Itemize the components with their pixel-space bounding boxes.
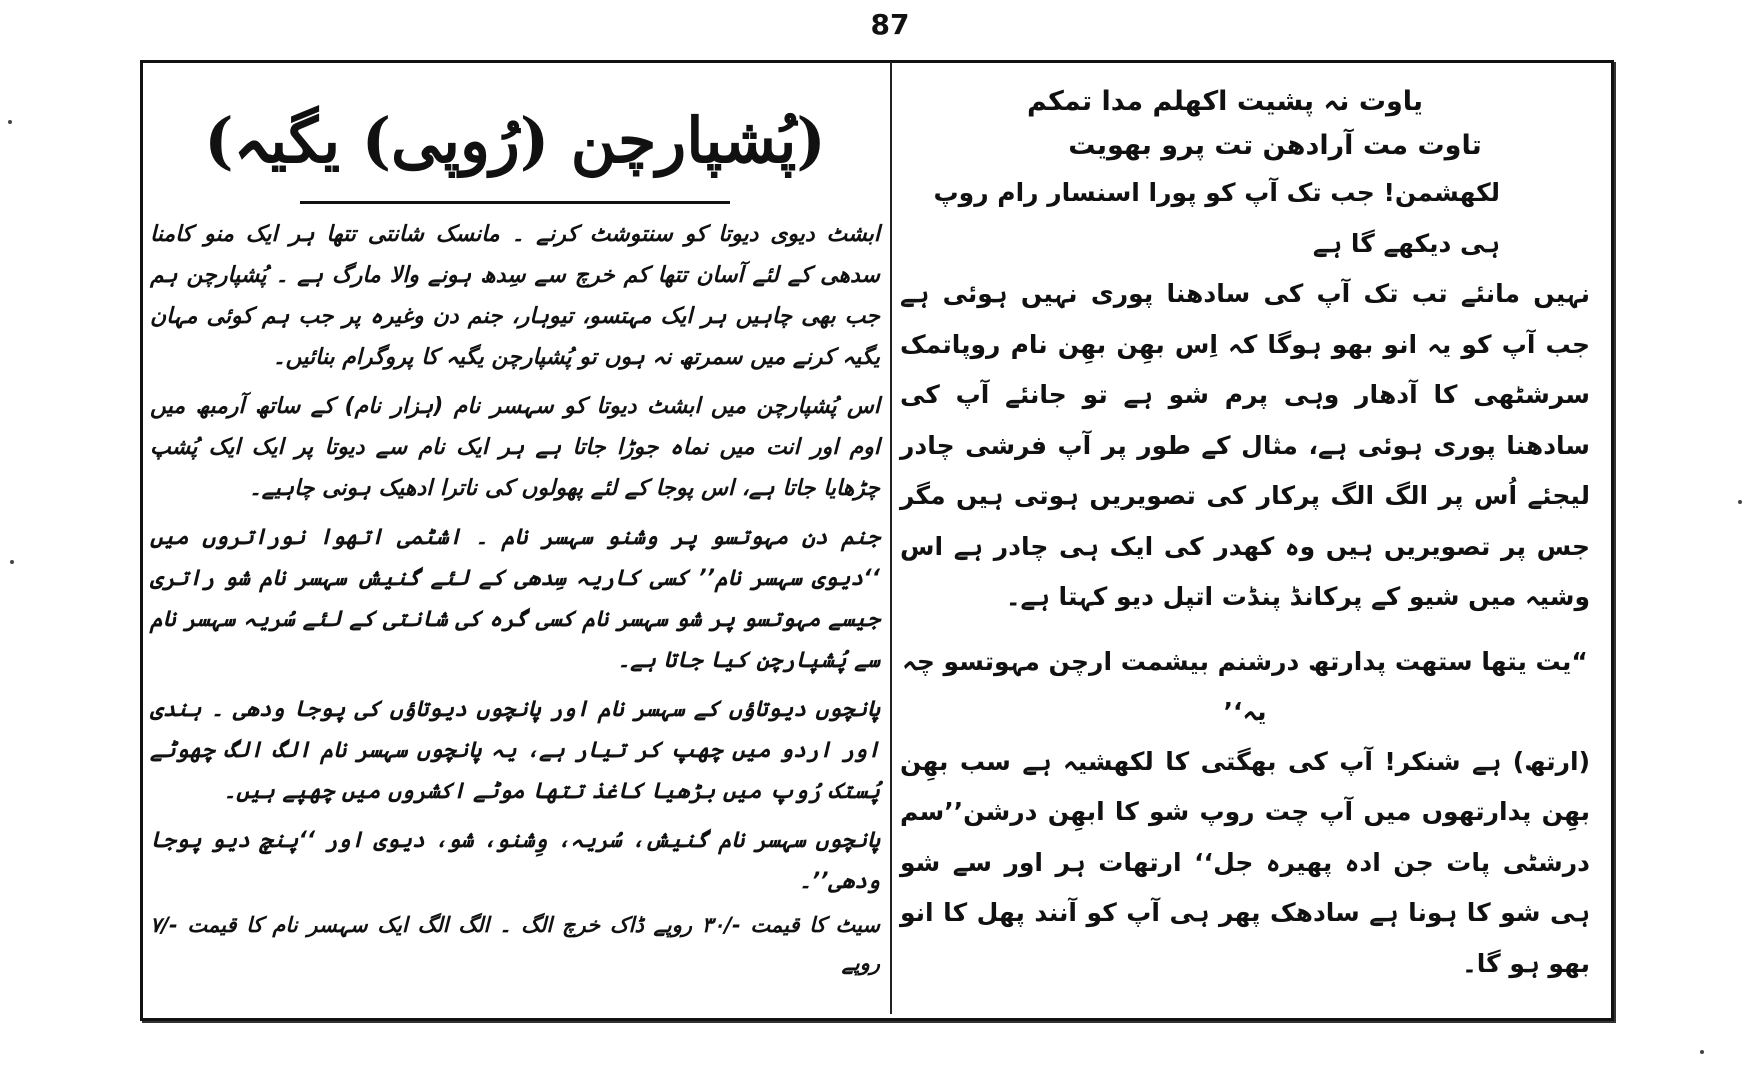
scan-mark xyxy=(10,560,14,564)
left-paragraph-2: اس پُشپارچن میں ابشٹ دیوتا کو سہسر نام (ہزار نام) کے ساتھ آرمبھ میں اوم اور انت میں نماہ جوڑا جاتا ہے ہر ایک نام سے دیوتا پر ایک ایک پُشپ چڑھایا جاتا ہے، اس پوجا کے لئے پھولوں کی ناترا ادھیک ہونی چاہیے۔ xyxy=(150,394,880,501)
sanskrit-quote: “یت یتھا ستھت پدارتھ درشنم بیشمت ارچن مہوتسو چہ یہ‘’ xyxy=(902,646,1588,726)
left-paragraph-4: پانچوں دیوتاؤں کے سہسر نام اور پانچوں دیوتاؤں کی پوجا ودھی ۔ ہندی اور اردو میں چھپ کر تیار ہے، یہ پانچوں سہسر نام الگ الگ چھوٹے پُستک رُوپ میں بڑھیا کاغذ تتھا موٹے اکشروں میں چھپے ہیں۔ xyxy=(150,697,880,804)
scan-mark xyxy=(8,120,12,124)
right-paragraph-1: لکھشمن! جب تک آپ کو پورا اسنسار رام روپ ہی دیکھے گا ہے xyxy=(933,178,1500,258)
scan-mark xyxy=(1700,1050,1704,1054)
article-title: (پُشپارچن (رُوپی) یگیہ) xyxy=(204,104,826,177)
page-number: 87 xyxy=(870,8,910,41)
right-paragraph-2: نہیں مانئے تب تک آپ کی سادھنا پوری نہیں ہوئی ہے جب آپ کو یہ انو بھو ہوگا کہ اِس بھِن بھِن نام روپاتمک سرشٹھی کا آدھار وہی پرم شو ہے تو جانئے آپ کی سادھنا پوری ہوئی ہے، مثال کے طور پر آپ فرشی چادر لیجئے اُس پر الگ الگ پرکار کی تصویریں ہوتی ہیں مگر جس پر تصویریں ہیں وہ کھدر کی ایک ہی چادر ہے اس وشیہ میں شیو کے پرکانڈ پنڈت اتپل دیو کہتا ہے۔ xyxy=(900,279,1590,611)
verse-line-1: یاوت نہ پشیت اکھلم مدا تمکم xyxy=(1026,86,1424,117)
right-column xyxy=(900,80,1590,989)
left-column xyxy=(150,80,880,982)
left-paragraph-1: ابشٹ دیوی دیوتا کو سنتوشٹ کرنے ۔ مانسک شانتی تتھا ہر ایک منو کامنا سدھی کے لئے آسان تتھا کم خرچ سے سِدھ ہونے والا مارگ ہے ۔ پُشپارچن ہم جب بھی چاہیں ہر ایک مہتسو، تیوہار، جنم دن وغیرہ پر جب ہم کوئی مہان یگیہ کرنے میں سمرتھ نہ ہوں تو پُشپارچن یگیہ کا پروگرام بنائیں۔ xyxy=(150,222,880,370)
right-paragraph-3: (ارتھ) ہے شنکر! آپ کی بھگتی کا لکھشیہ ہے سب بھِن بھِن پدارتھوں میں آپ چت روپ شو کا ابھِن درشن’’سم درشٹی پات جن ادہ پھیرہ جل‘‘ ارتھات ہر اور سے شو ہی شو کا ہونا ہے سادھک پھر ہی آپ کو آنند پھل کا انو بھو ہو گا۔ xyxy=(900,746,1590,978)
scan-mark xyxy=(1738,500,1742,504)
title-block xyxy=(150,98,880,208)
left-paragraph-5: پانچوں سہسر نام گنیش، سُریہ، وِشنو، شو، دیوی اور ‘‘پنچ دیو پوجا ودھی’’۔ xyxy=(150,828,880,894)
verse-line-2: تاوت مت آرادھن تت پرو بھویت xyxy=(1068,130,1482,161)
title-underline xyxy=(300,201,730,204)
left-paragraph-3: جنم دن مہوتسو پر وشنو سہسر نام ۔ اشٹمی اتھوا نوراتروں میں ‘‘دیوی سہسر نام’’ کسی کاریہ سِدھی کے لئے گنیش سہسر نام شو راتری جیسے مہوتسو پر شو سہسر نام کسی گرہ کی شانتی کے لئے سُریہ سہسر نام سے پُشپارچن کیا جاتا ہے۔ xyxy=(150,525,880,673)
price-line: سیٹ کا قیمت -/۳۰ روپے ڈاک خرچ الگ ۔ الگ الگ ایک سہسر نام کا قیمت -/۷ روپے xyxy=(150,913,880,975)
column-divider xyxy=(890,62,892,1014)
